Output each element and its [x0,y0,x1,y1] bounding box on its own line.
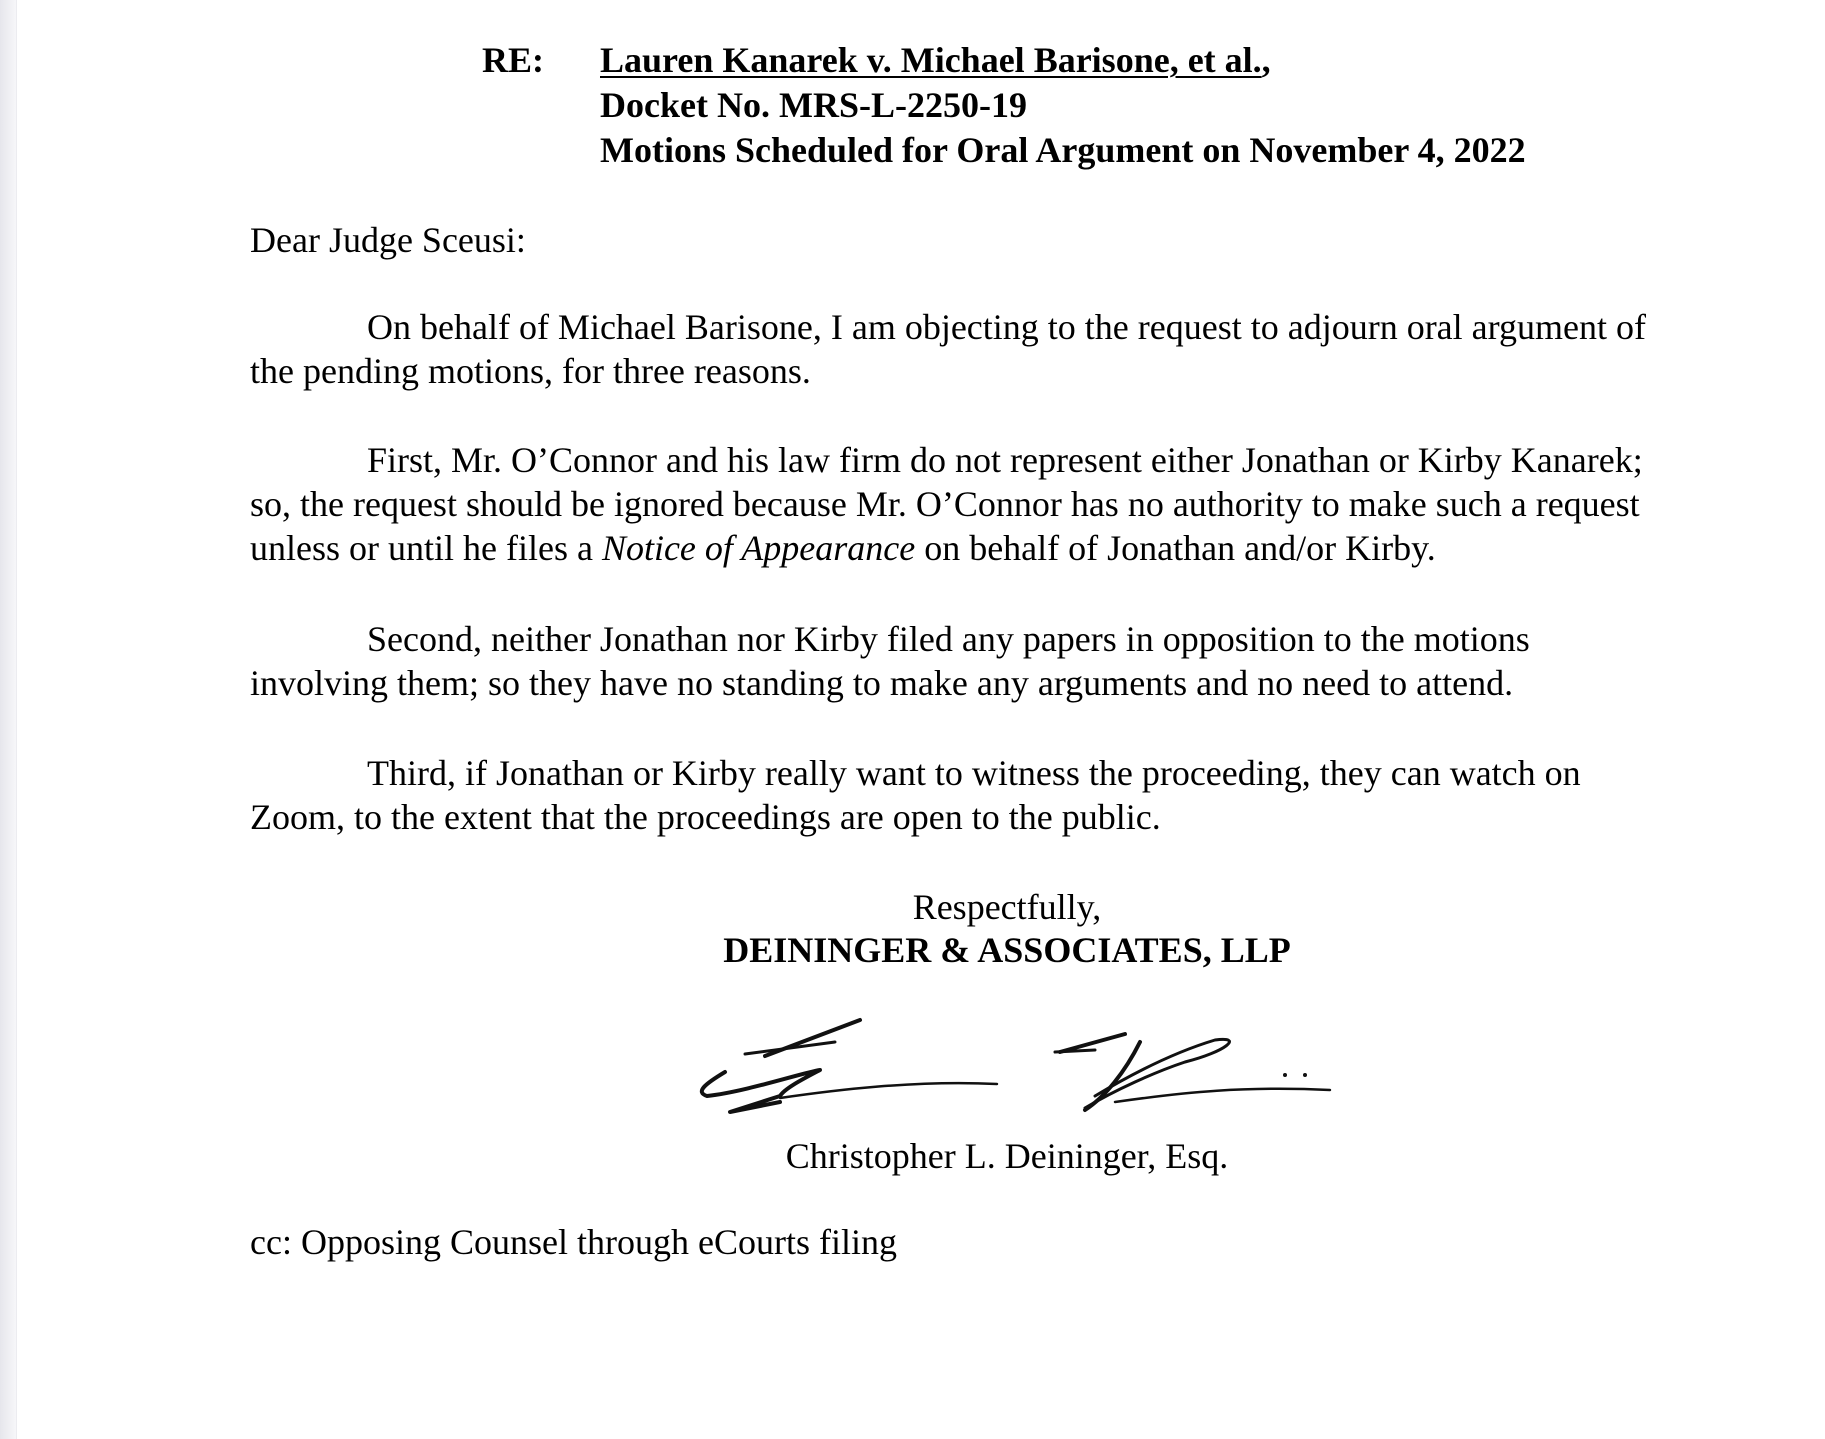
valediction: Respectfully, [912,887,1102,927]
paragraph-4 [250,751,1760,839]
paragraph-line: involving them; so they have no standing to make any arguments and no need to attend. [250,663,1514,703]
firm-name: DEININGER & ASSOCIATES, LLP [723,930,1291,970]
cc-line: cc: Opposing Counsel through eCourts filing [250,1222,897,1262]
paragraph-3 [250,617,1760,705]
signer-name: Christopher L. Deininger, Esq. [785,1136,1229,1176]
paragraph-line: Zoom, to the extent that the proceedings are open to the public. [250,797,1161,837]
signature-dots [1283,1073,1307,1077]
case-name-line [600,38,1526,83]
salutation: Dear Judge Sceusi: [250,220,526,260]
case-name-comma: , [1261,40,1271,80]
notice-of-appearance: Notice of Appearance [601,528,916,568]
case-name: Lauren Kanarek v. Michael Barisone, et al. [600,40,1262,80]
paragraph-line: the pending motions, for three reasons. [250,351,811,391]
paragraph-line: Third, if Jonathan or Kirby really want to witness the proceeding, they can watch on [367,753,1581,793]
signature-image [685,1012,1335,1122]
paragraph-line: On behalf of Michael Barisone, I am objecting to the request to adjourn oral argument of [367,307,1646,347]
re-label: RE: [482,40,544,80]
motions-scheduled: Motions Scheduled for Oral Argument on November 4, 2022 [600,130,1526,170]
paragraph-line: so, the request should be ignored because Mr. O’Connor has no authority to make such a request [250,484,1640,524]
paragraph-line: Second, neither Jonathan nor Kirby filed any papers in opposition to the motions [367,619,1530,659]
paragraph-1 [250,305,1760,393]
text-segment: on behalf of Jonathan and/or Kirby. [915,528,1436,568]
docket-number: Docket No. MRS-L-2250-19 [600,85,1027,125]
paragraph-2 [250,438,1760,570]
paragraph-line: First, Mr. O’Connor and his law firm do not represent either Jonathan or Kirby Kanarek; [367,440,1643,480]
re-block [600,38,1526,173]
page-left-edge [0,0,17,1439]
paragraph-line [250,526,1760,570]
text-segment: unless or until he files a [250,528,602,568]
